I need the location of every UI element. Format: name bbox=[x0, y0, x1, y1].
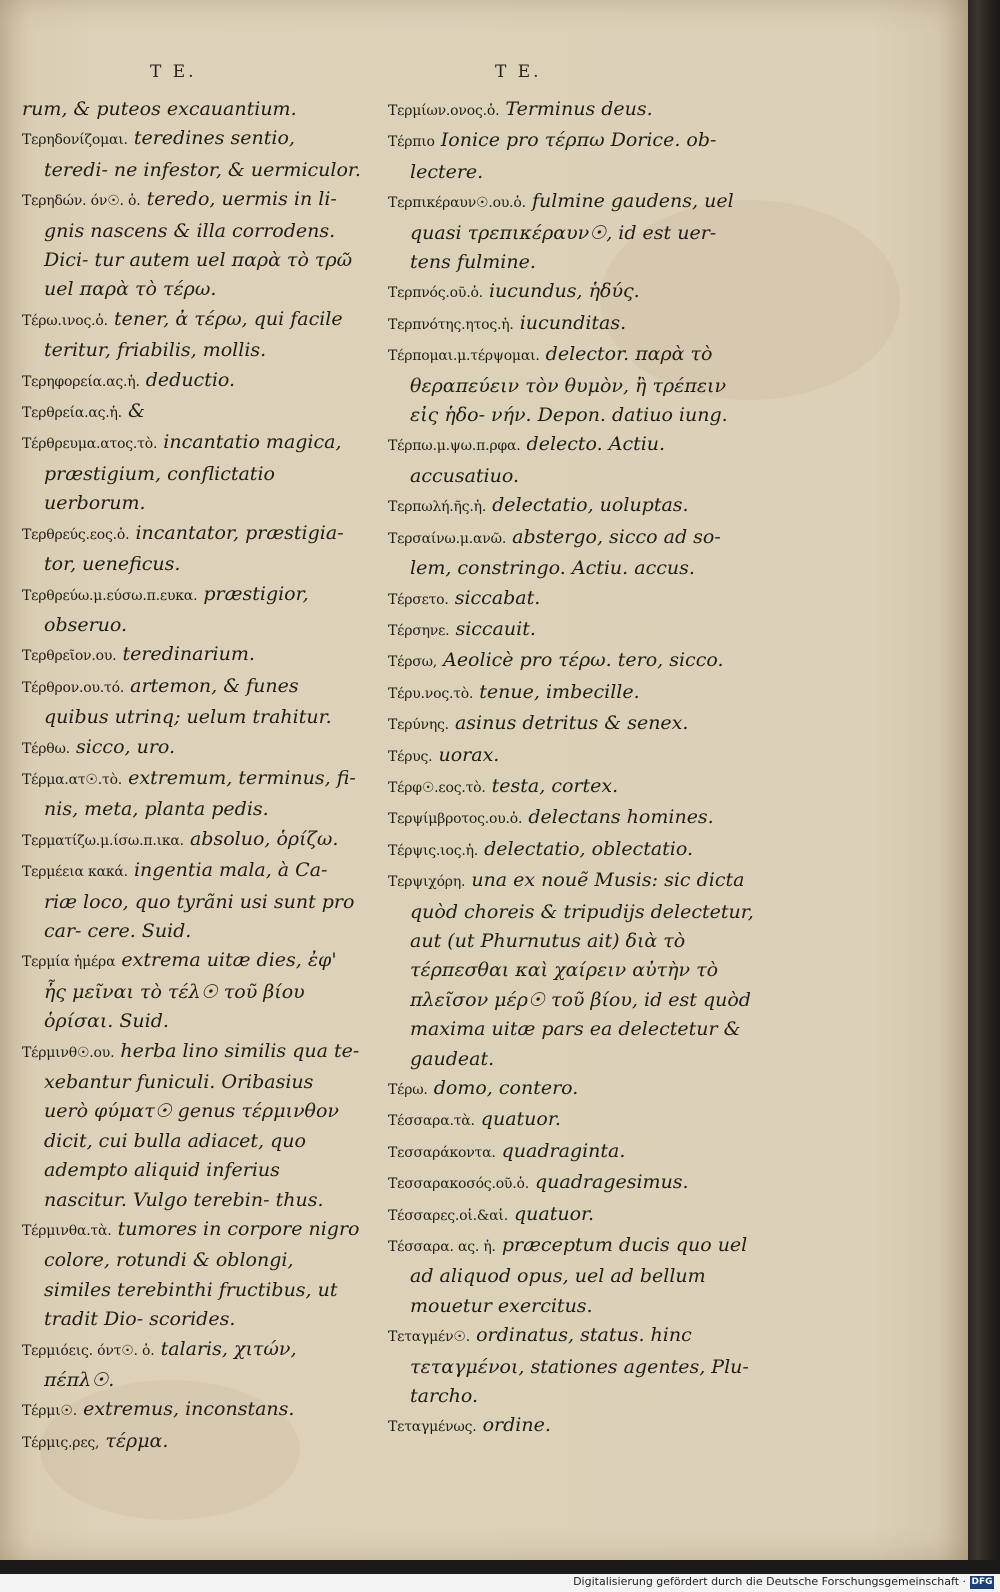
entry-definition: rum, & puteos excauantium. bbox=[22, 98, 297, 120]
entry-definition: absoluo, ὁρίζω. bbox=[189, 827, 339, 850]
entry-headword: Τεσσαράκοντα. bbox=[388, 1144, 496, 1161]
entry-headword: Τερθρεῖον.ου. bbox=[22, 648, 117, 665]
entry-headword: Τεσσαρακοσός.οῦ.ὁ. bbox=[388, 1176, 529, 1193]
entry-definition: herba lino similis qua te- xebantur funiculi. Oribasius uerò φύματ☉ genus τέρμινθον dicit, cui bulla adiacet, quo adempto aliquid inferius nascitur. Vulgo terebin- thus. bbox=[44, 1039, 360, 1211]
dictionary-entry bbox=[388, 835, 758, 866]
entry-definition: & bbox=[127, 400, 145, 423]
dictionary-entry bbox=[388, 584, 758, 615]
entry-definition: extremum, terminus, fi- nis, meta, planta pedis. bbox=[44, 766, 356, 821]
dictionary-entry bbox=[22, 366, 362, 397]
entry-headword: Τέσσαρα.τὰ. bbox=[388, 1113, 475, 1130]
entry-headword: Τέρθρευμα.ατος.τὸ. bbox=[22, 436, 158, 453]
dictionary-entry bbox=[388, 1105, 758, 1136]
entry-headword: Τέρσετο. bbox=[388, 591, 449, 608]
dictionary-entry bbox=[22, 305, 362, 366]
dictionary-entry bbox=[22, 825, 362, 856]
dictionary-entry bbox=[388, 523, 758, 584]
entry-headword: Τερύνης. bbox=[388, 717, 449, 734]
entry-definition: Ionice pro τέρπω Dorice. ob- lectere. bbox=[410, 129, 717, 183]
dictionary-entry bbox=[22, 1395, 362, 1426]
dictionary-entry bbox=[22, 580, 362, 641]
entry-definition: quatuor. bbox=[480, 1108, 561, 1131]
dictionary-entry bbox=[22, 397, 362, 428]
dictionary-entry bbox=[388, 430, 758, 491]
entry-definition: teredo, uermis in li- gnis nascens & illa corrodens. Dici- tur autem uel παρὰ τὸ τρῶ uel παρὰ τὸ τέρω. bbox=[44, 188, 353, 301]
dictionary-entry bbox=[388, 340, 758, 430]
entry-definition: ordinatus, status. hinc τεταγμένοι, stationes agentes, Plu- tarcho. bbox=[410, 1324, 749, 1408]
entry-headword: Τέρμις.ρες, bbox=[22, 1434, 100, 1451]
dictionary-entry bbox=[22, 519, 362, 580]
entry-headword: Τέρπιο bbox=[388, 134, 435, 151]
entry-definition: fulmine gaudens, uel quasi τρεπικέραυν☉, id est uer- tens fulmine. bbox=[410, 190, 734, 274]
entry-headword: Τέρω.ινος.ὁ. bbox=[22, 312, 108, 329]
dictionary-entry bbox=[388, 1411, 758, 1442]
entry-headword: Τέσσαρα. ας. ἡ. bbox=[388, 1239, 496, 1256]
footer-credit: Digitalisierung gefördert durch die Deutsche Forschungsgemeinschaft · bbox=[573, 1575, 966, 1588]
entry-headword: Τέρμινθα.τὰ. bbox=[22, 1223, 112, 1240]
entry-headword: Τερμιόεις. όντ☉. ὁ. bbox=[22, 1342, 155, 1359]
dictionary-entry bbox=[388, 277, 758, 308]
dictionary-entry bbox=[388, 741, 758, 772]
entry-headword: Τέρμι☉. bbox=[22, 1403, 78, 1420]
entry-headword: Τερπικέραυν☉.ου.ὁ. bbox=[388, 195, 526, 212]
entry-definition: ingentia mala, à Ca- riæ loco, quo tyrãni usi sunt pro car- cere. Suid. bbox=[44, 859, 355, 942]
entry-headword: Τέρψις.ιος.ἡ. bbox=[388, 842, 479, 859]
entry-definition: teredinarium. bbox=[122, 643, 255, 666]
entry-headword: Τερσαίνω.μ.ανῶ. bbox=[388, 530, 507, 547]
entry-headword: Τερψίμβροτος.ου.ὁ. bbox=[388, 811, 523, 828]
dictionary-entry bbox=[388, 646, 758, 677]
dictionary-entry bbox=[388, 615, 758, 646]
dictionary-entry bbox=[22, 1037, 362, 1215]
entry-headword: Τερμέεια κακά. bbox=[22, 864, 128, 881]
entry-headword: Τερθρεύς.εος.ὁ. bbox=[22, 526, 130, 543]
entry-headword: Τερπνότης.ητος.ἡ. bbox=[388, 316, 514, 333]
entry-definition: τέρμα. bbox=[105, 1429, 169, 1452]
dictionary-entry bbox=[22, 856, 362, 946]
dictionary-entry bbox=[22, 1427, 362, 1458]
dictionary-entry bbox=[388, 866, 758, 1074]
dictionary-entry bbox=[388, 678, 758, 709]
dictionary-entry bbox=[22, 946, 362, 1036]
entry-definition: asinus detritus & senex. bbox=[454, 712, 689, 735]
dictionary-entry bbox=[388, 126, 758, 187]
entry-definition: præceptum ducis quo uel ad aliquod opus, uel ad bellum mouetur exercitus. bbox=[410, 1234, 748, 1317]
entry-headword: Τέρμα.ατ☉.τὸ. bbox=[22, 771, 123, 788]
entry-headword: Τέρπω.μ.ψω.π.ρφα. bbox=[388, 438, 521, 455]
entry-definition: iucunditas. bbox=[519, 311, 627, 334]
entry-headword: Τερθρεία.ας.ἡ. bbox=[22, 405, 122, 422]
dictionary-entry bbox=[388, 1321, 758, 1411]
dictionary-entry bbox=[388, 1074, 758, 1105]
entry-headword: Τερπνός.οῦ.ὁ. bbox=[388, 285, 483, 302]
left-column bbox=[22, 95, 362, 1458]
dictionary-entry bbox=[22, 428, 362, 518]
dictionary-entry bbox=[388, 1231, 758, 1321]
entry-definition: extrema uitæ dies, ἐφ' ἧς μεῖναι τὸ τέλ☉ τοῦ βίου ὁρίσαι. Suid. bbox=[44, 949, 337, 1033]
entry-definition: delectatio, oblectatio. bbox=[484, 837, 694, 860]
dictionary-entry bbox=[22, 764, 362, 825]
entry-definition: una ex nouẽ Musis: sic dicta quòd choreis & tripudijs delectetur, aut (ut Phurnutus ait) διὰ τὸ τέρπεσθαι καὶ χαίρειν αὐτὴν τὸ πλεῖσον μέρ☉ τοῦ βίου, id est quòd maxima uitæ pars ea delectetur & gaudeat. bbox=[410, 869, 754, 1070]
entry-definition: testa, cortex. bbox=[491, 774, 619, 797]
entry-definition: quadragesimus. bbox=[535, 1171, 689, 1194]
dictionary-entry bbox=[22, 185, 362, 305]
dictionary-entry bbox=[388, 1200, 758, 1231]
entry-definition: teredines sentio, teredi- ne infestor, & uermiculor. bbox=[44, 127, 361, 181]
dictionary-entry bbox=[22, 640, 362, 671]
entry-headword: Τέρσω, bbox=[388, 654, 438, 671]
entry-definition: tener, ἀ τέρω, qui facile teritur, friabilis, mollis. bbox=[44, 307, 343, 362]
entry-definition: quadraginta. bbox=[501, 1139, 626, 1162]
entry-definition: quatuor. bbox=[514, 1202, 595, 1225]
entry-headword: Τερηφορεία.ας.ἡ. bbox=[22, 373, 140, 390]
dictionary-entry bbox=[22, 1335, 362, 1396]
entry-headword: Τερμίων.ονος.ὁ. bbox=[388, 103, 500, 119]
entry-headword: Τερμία ἡμέρα bbox=[22, 954, 116, 971]
entry-definition: incantator, præstigia- tor, ueneficus. bbox=[44, 521, 344, 576]
dfg-logo: DFG bbox=[971, 1577, 993, 1587]
dictionary-entry bbox=[22, 124, 362, 185]
dictionary-entry bbox=[22, 733, 362, 764]
entry-headword: Τερψιχόρη. bbox=[388, 874, 466, 891]
entry-headword: Τερθρεύω.μ.εύσω.π.ευκα. bbox=[22, 587, 198, 604]
entry-definition: extremus, inconstans. bbox=[83, 1398, 295, 1421]
entry-headword: Τέσσαρες.οἱ.&αἱ. bbox=[388, 1207, 508, 1224]
entry-headword: Τεταγμένως. bbox=[388, 1419, 477, 1436]
entry-headword: Τέρμινθ☉.ου. bbox=[22, 1044, 115, 1061]
entry-definition: talaris, χιτών, πέπλ☉. bbox=[44, 1337, 297, 1392]
entry-headword: Τέρθρον.ου.τό. bbox=[22, 679, 125, 696]
entry-definition: siccabat. bbox=[454, 586, 541, 609]
dictionary-entry bbox=[388, 309, 758, 340]
dictionary-entry bbox=[22, 1215, 362, 1335]
entry-headword: Τερπωλή.ῆς.ἡ. bbox=[388, 499, 487, 516]
entry-headword: Τέρπομαι.μ.τέρψομαι. bbox=[388, 348, 540, 365]
entry-headword: Τερματίζω.μ.ίσω.π.ικα. bbox=[22, 832, 184, 849]
dictionary-entry bbox=[388, 803, 758, 834]
entry-definition: ordine. bbox=[482, 1414, 551, 1437]
entry-definition: deductio. bbox=[145, 368, 236, 391]
entry-headword: Τέρφ☉.εος.τὸ. bbox=[388, 779, 486, 796]
entry-definition: delecto. Actiu. accusatiuo. bbox=[410, 433, 666, 487]
entry-headword: Τέρυ.νος.τὸ. bbox=[388, 685, 474, 702]
entry-definition: incantatio magica, præstigium, conflictatio uerborum. bbox=[44, 431, 342, 515]
entry-definition: delector. παρὰ τὸ θεραπεύειν τὸν θυμὸν, ἢ τρέπειν εἰς ἡδο- νήν. Depon. datiuo iung. bbox=[410, 343, 728, 427]
page-header-left: T E. bbox=[150, 62, 197, 82]
entry-definition: Aeolicè pro τέρω. tero, sicco. bbox=[443, 649, 724, 672]
entry-definition: tenue, imbecille. bbox=[479, 680, 640, 703]
page-header-right: T E. bbox=[495, 62, 542, 82]
entry-definition: domo, contero. bbox=[433, 1077, 579, 1099]
right-column bbox=[388, 95, 758, 1443]
book-edge bbox=[968, 0, 1000, 1560]
entry-definition: uorax. bbox=[438, 743, 500, 766]
dictionary-entry bbox=[388, 1168, 758, 1199]
entry-headword: Τερηδών. όν☉. ὁ. bbox=[22, 193, 141, 210]
entry-definition: artemon, & funes quibus utrinq; uelum trahitur. bbox=[44, 674, 332, 729]
entry-definition: abstergo, sicco ad so- lem, constringo. Actiu. accus. bbox=[410, 525, 721, 580]
entry-headword: Τερηδονίζομαι. bbox=[22, 132, 128, 149]
footer-bar bbox=[0, 1574, 1000, 1592]
dictionary-entry bbox=[388, 491, 758, 522]
entry-definition: delectans homines. bbox=[528, 806, 714, 829]
entry-headword: Τέρθω. bbox=[22, 740, 70, 757]
entry-definition: tumores in corpore nigro colore, rotundi & oblongi, similes terebinthi fructibus, ut tradit Dio- scorides. bbox=[44, 1218, 360, 1331]
dictionary-entry bbox=[388, 1137, 758, 1168]
entry-definition: Terminus deus. bbox=[505, 98, 653, 120]
entry-definition: iucundus, ἡδύς. bbox=[488, 280, 640, 303]
dictionary-entry bbox=[388, 187, 758, 277]
entry-definition: siccauit. bbox=[455, 617, 536, 640]
entry-headword: Τέρω. bbox=[388, 1082, 428, 1098]
dictionary-entry bbox=[22, 672, 362, 733]
entry-headword: Τεταγμέν☉. bbox=[388, 1329, 471, 1346]
entry-headword: Τέρσηνε. bbox=[388, 622, 450, 639]
entry-definition: sicco, uro. bbox=[75, 735, 176, 758]
dictionary-entry bbox=[388, 95, 758, 126]
entry-headword: Τέρυς. bbox=[388, 748, 433, 765]
dictionary-entry bbox=[22, 95, 362, 124]
entry-definition: præstigior, obseruo. bbox=[44, 582, 309, 636]
entry-definition: delectatio, uoluptas. bbox=[492, 494, 689, 517]
dictionary-entry bbox=[388, 709, 758, 740]
dictionary-entry bbox=[388, 772, 758, 803]
